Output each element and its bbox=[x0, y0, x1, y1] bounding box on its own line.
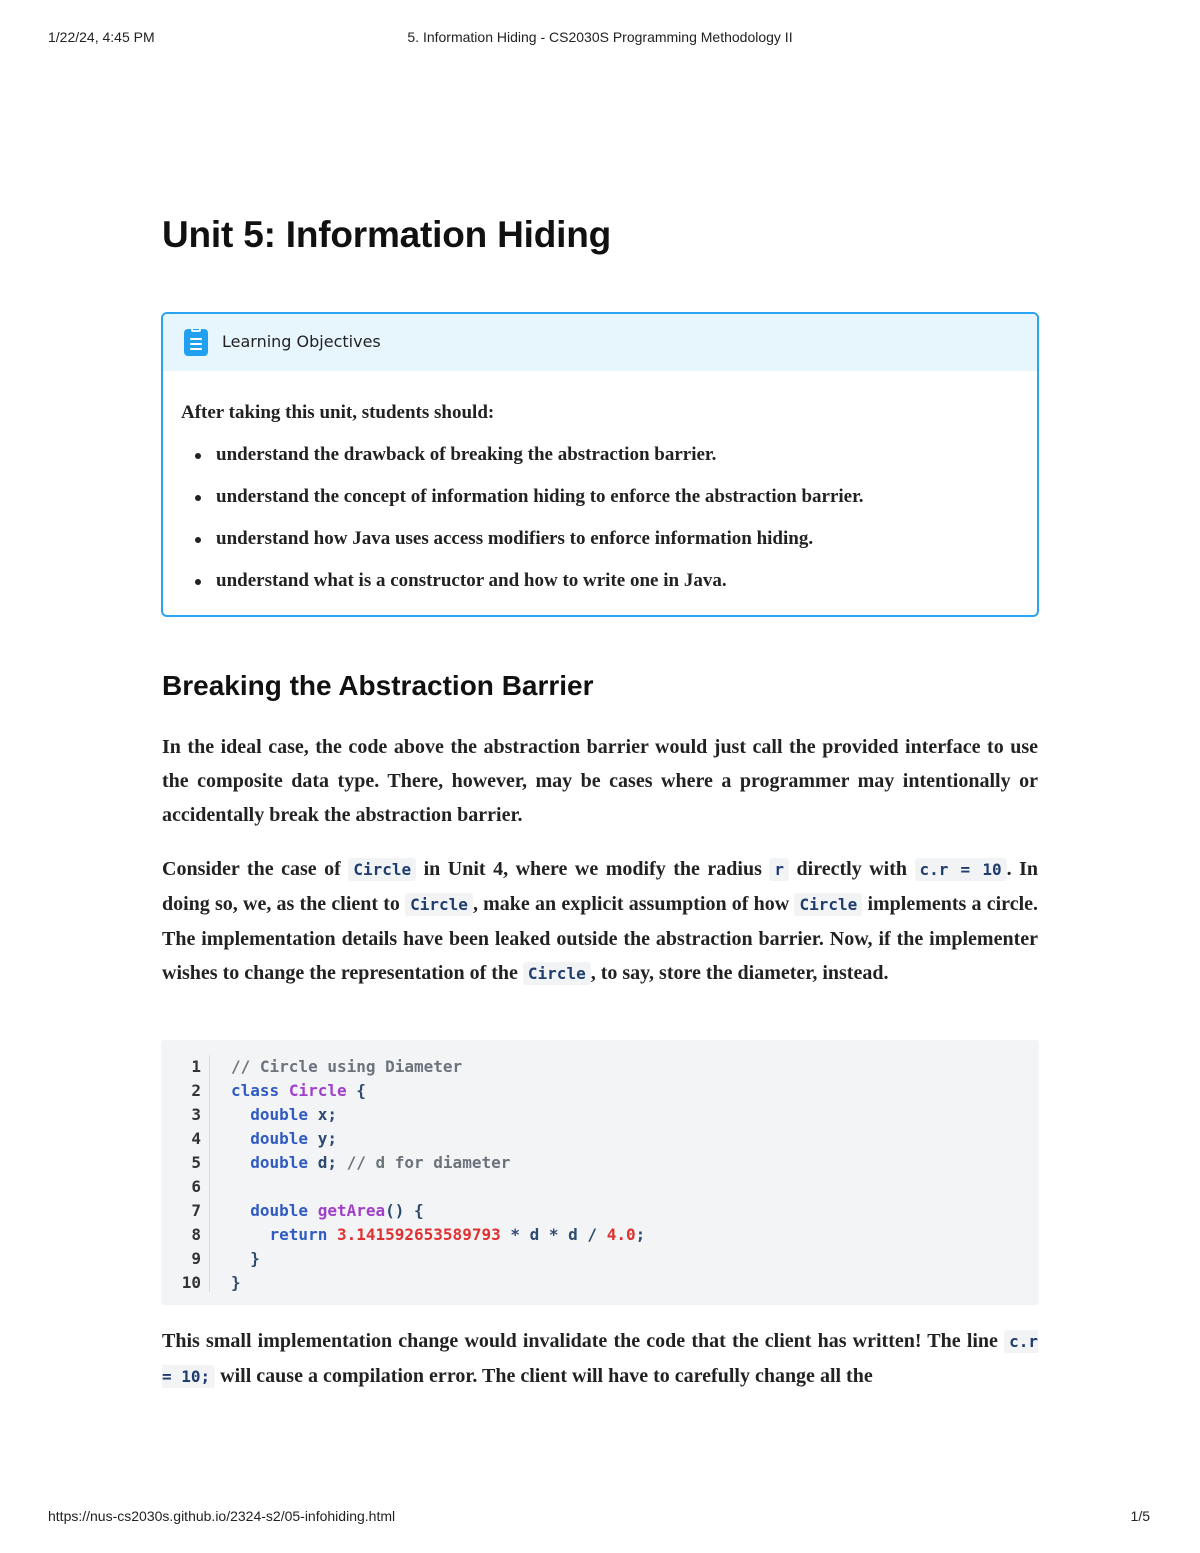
inline-code: r bbox=[769, 858, 789, 881]
line-number: 6 bbox=[191, 1177, 201, 1196]
print-datetime: 1/22/24, 4:45 PM bbox=[48, 29, 155, 45]
code-line: } bbox=[250, 1249, 260, 1268]
text-run: . In doing so, we, as the client to bbox=[162, 858, 1039, 915]
section-heading: Breaking the Abstraction Barrier bbox=[162, 670, 594, 701]
line-number: 7 bbox=[191, 1201, 201, 1220]
inline-code: Circle bbox=[794, 893, 862, 916]
text-run: Consider the case of bbox=[162, 858, 349, 880]
line-number: 3 bbox=[191, 1105, 201, 1124]
paragraph-circle-example bbox=[162, 852, 1038, 991]
code-lines bbox=[231, 1055, 645, 1295]
learning-objectives-header bbox=[163, 314, 1037, 371]
line-number: 1 bbox=[191, 1057, 201, 1076]
text-run: implements a circle. The implementation details have been leaked outside the abstraction barrier. Now, if the implementer wishes to change the representation of the bbox=[162, 893, 1038, 984]
page-title: Unit 5: Information Hiding bbox=[162, 214, 612, 255]
objectives-list bbox=[181, 443, 1019, 592]
inline-code: Circle bbox=[348, 858, 416, 881]
code-line bbox=[231, 1175, 645, 1199]
objective-item: understand the drawback of breaking the abstraction barrier. bbox=[181, 443, 1019, 466]
text-run: directly with bbox=[789, 858, 915, 880]
line-number: 5 bbox=[191, 1153, 201, 1172]
paragraph-invalidate bbox=[162, 1324, 1038, 1394]
line-number: 10 bbox=[181, 1273, 201, 1292]
inline-code: c.r = 10; bbox=[162, 1332, 1038, 1386]
inline-code: c.r = 10 bbox=[915, 858, 1007, 881]
objective-item: understand the concept of information hiding to enforce the abstraction barrier. bbox=[181, 485, 1019, 508]
inline-code: Circle bbox=[405, 893, 473, 916]
objectives-intro: After taking this unit, students should: bbox=[181, 402, 495, 423]
text-run: will cause a compilation error. The client will have to carefully change all the bbox=[215, 1365, 873, 1387]
line-number: 4 bbox=[191, 1129, 201, 1148]
code-line: double x; bbox=[250, 1105, 337, 1124]
line-number-gutter bbox=[179, 1055, 210, 1292]
code-line: // Circle using Diameter bbox=[231, 1057, 463, 1076]
learning-objectives-title: Learning Objectives bbox=[222, 332, 381, 351]
paragraph-ideal-case: In the ideal case, the code above the abstraction barrier would just call the provided interface to use the composite data type. There, however, may be cases where a programmer may intentionally or accidentally break the abstraction barrier. bbox=[162, 736, 1038, 826]
text-run: This small implementation change would invalidate the code that the client has written! The line bbox=[162, 1330, 1005, 1352]
text-run: , to say, store the diameter, instead. bbox=[590, 962, 889, 984]
text-run: in Unit 4, where we modify the radius bbox=[416, 858, 770, 880]
learning-objectives-box bbox=[161, 312, 1039, 617]
code-line: } bbox=[231, 1273, 241, 1292]
objective-item: understand what is a constructor and how to write one in Java. bbox=[181, 569, 1019, 592]
print-footer bbox=[0, 1508, 1200, 1528]
inline-code: Circle bbox=[523, 962, 591, 985]
clipboard-icon bbox=[184, 329, 208, 356]
line-number: 2 bbox=[191, 1081, 201, 1100]
print-header bbox=[0, 29, 1200, 49]
print-page-title: 5. Information Hiding - CS2030S Programming Methodology II bbox=[407, 29, 793, 45]
code-line: double getArea() { bbox=[250, 1201, 424, 1220]
code-line: double d; // d for diameter bbox=[250, 1153, 511, 1172]
code-line: double y; bbox=[250, 1129, 337, 1148]
print-page-count: 1/5 bbox=[1130, 1508, 1150, 1524]
code-block bbox=[161, 1040, 1039, 1305]
code-line: return 3.141592653589793 * d * d / 4.0; bbox=[269, 1225, 646, 1244]
line-number: 8 bbox=[191, 1225, 201, 1244]
objective-item: understand how Java uses access modifiers to enforce information hiding. bbox=[181, 527, 1019, 550]
text-run: , make an explicit assumption of how bbox=[472, 893, 795, 915]
line-number: 9 bbox=[191, 1249, 201, 1268]
print-url: https://nus-cs2030s.github.io/2324-s2/05-infohiding.html bbox=[48, 1508, 396, 1524]
code-line: class Circle { bbox=[231, 1081, 366, 1100]
